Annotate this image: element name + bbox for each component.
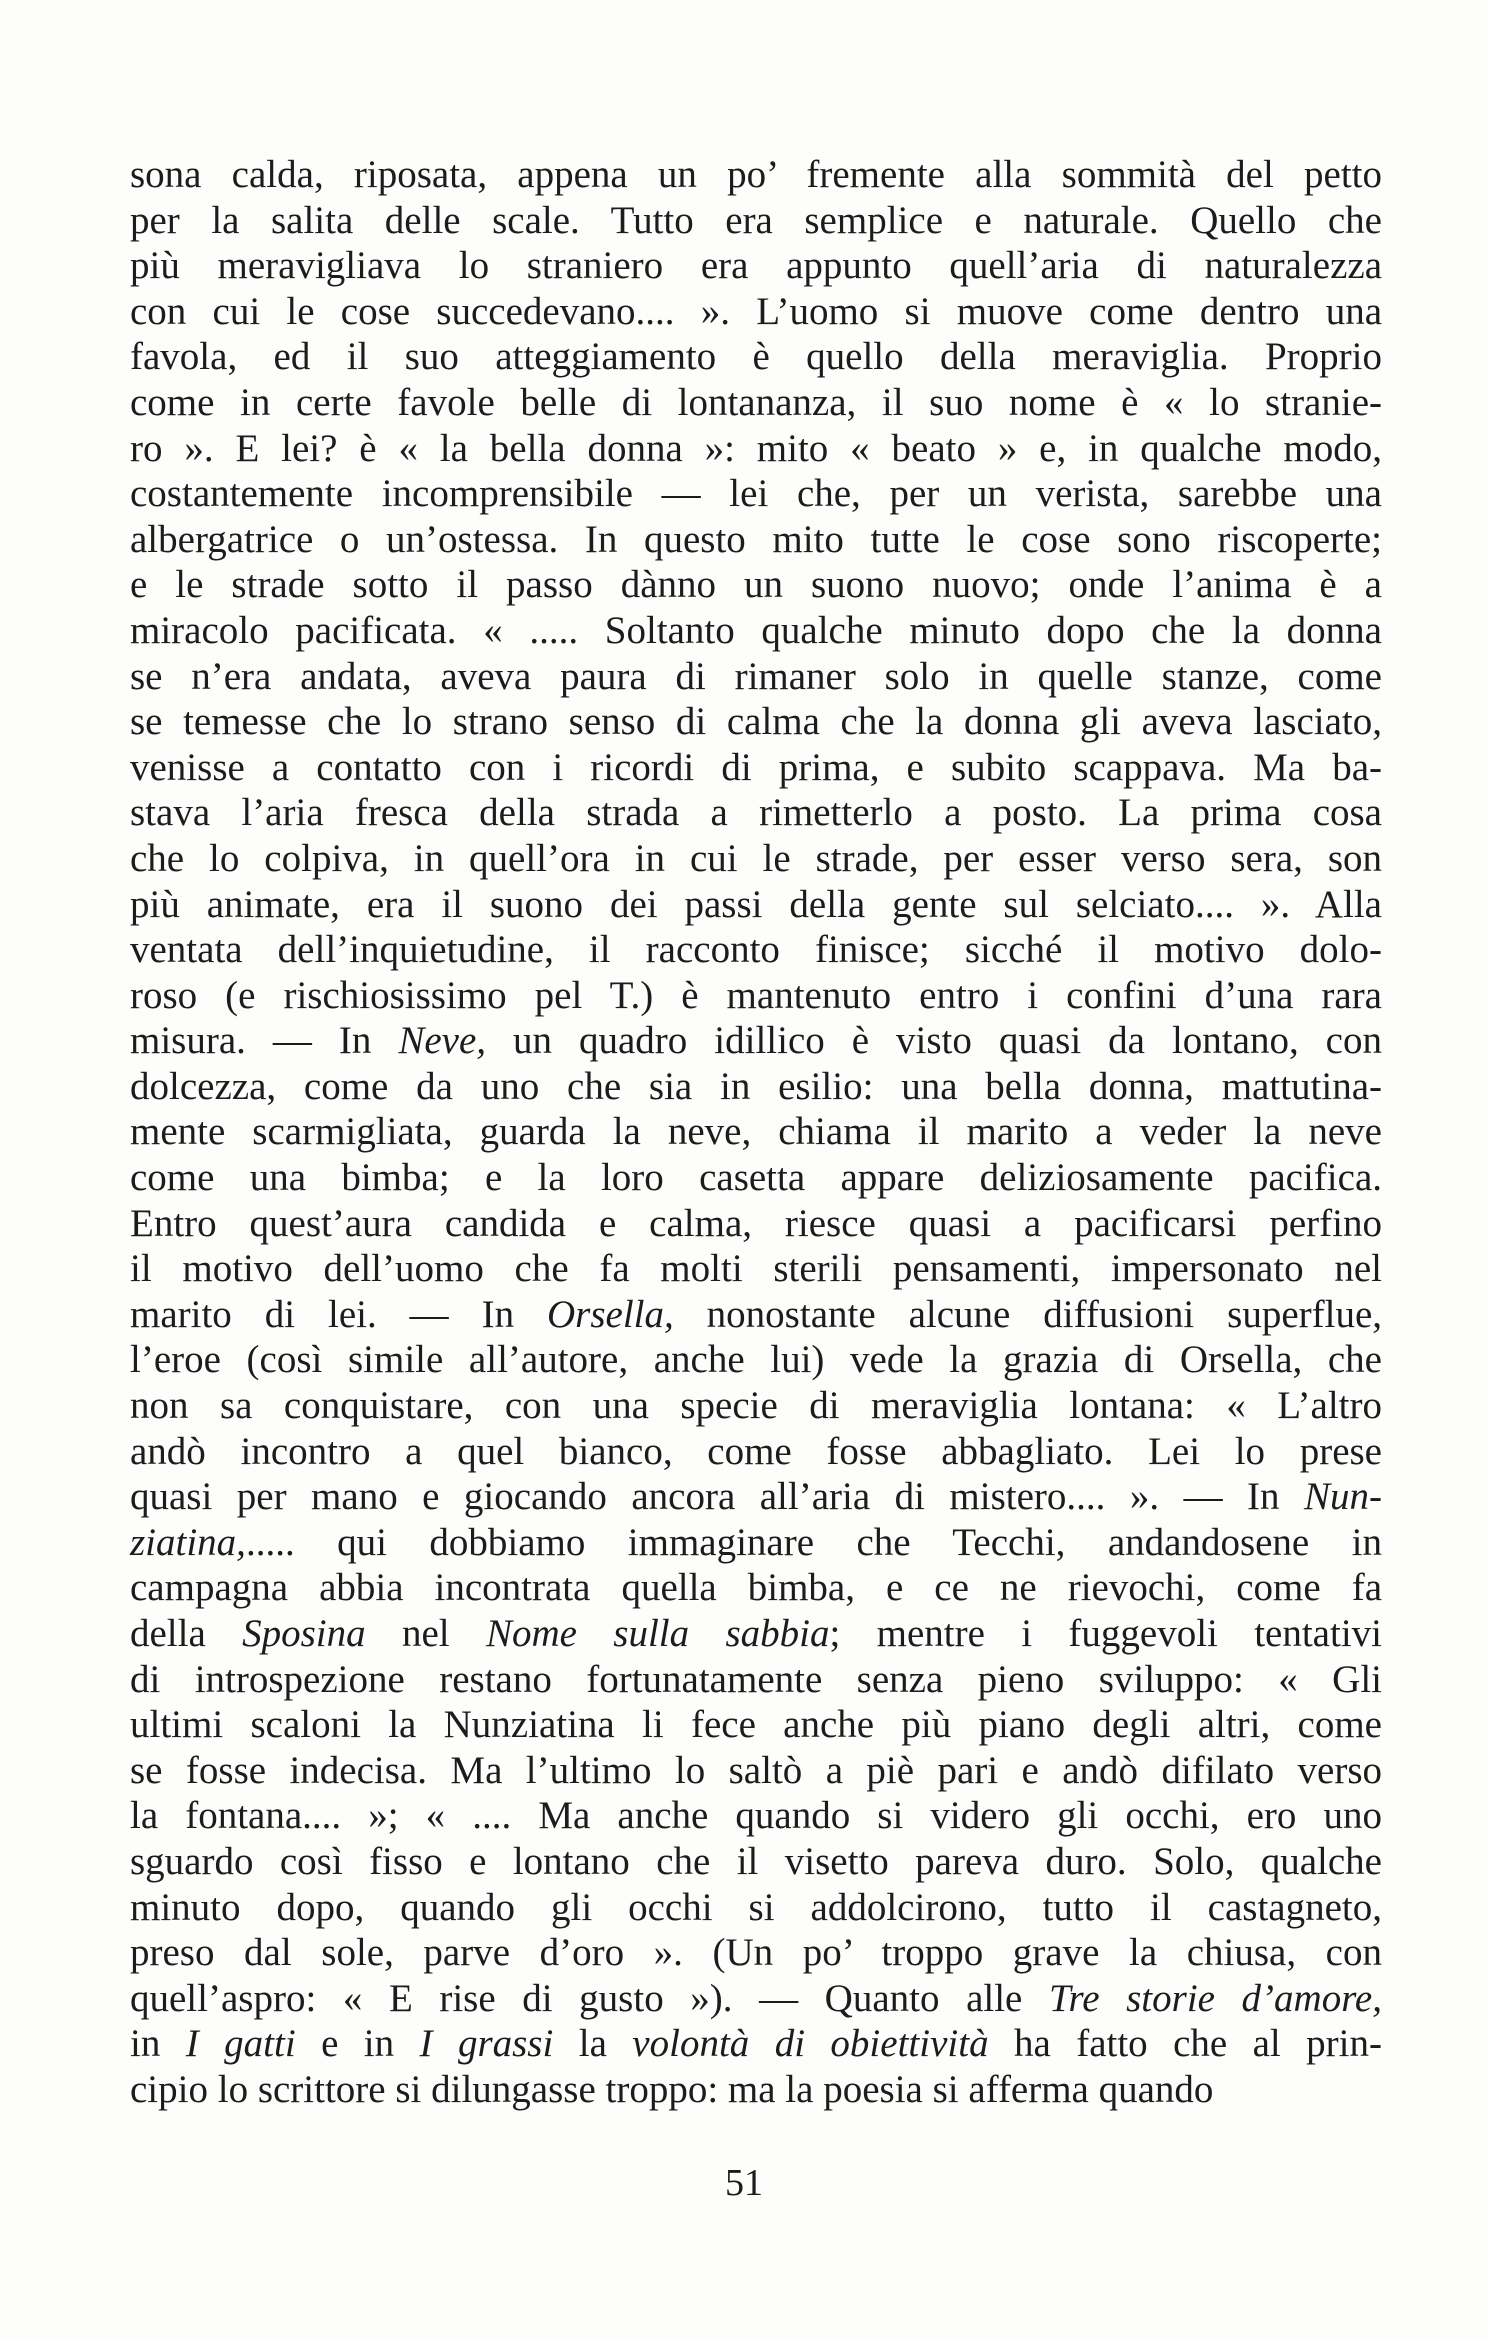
text-line: marito di lei. — In Orsella, nonostante alcune diffusioni superflue,	[130, 1292, 1383, 1336]
text-line: misura. — In Neve, un quadro idillico è visto quasi da lontano, con	[130, 1019, 1382, 1063]
text-line: campagna abbia incontrata quella bimba, e ce ne rievochi, come fa	[130, 1566, 1382, 1610]
text-line: andò incontro a quel bianco, come fosse abbagliato. Lei lo prese	[130, 1429, 1382, 1473]
text-line: per la salita delle scale. Tutto era semplice e naturale. Quello che	[130, 198, 1382, 242]
text-line: l’eroe (così simile all’autore, anche lui) vede la grazia di Orsella, che	[130, 1338, 1382, 1382]
text-line: sguardo così fisso e lontano che il visetto pareva duro. Solo, qualche	[130, 1839, 1382, 1883]
page-number: 51	[725, 2162, 763, 2204]
text-line: ro ». E lei? è « la bella donna »: mito « beato » e, in qualche modo,	[130, 426, 1382, 470]
italic-title: Nun-	[1304, 1475, 1382, 1519]
text-line: minuto dopo, quando gli occhi si addolcirono, tutto il castagneto,	[130, 1885, 1382, 1929]
text-line: ziatina,..... qui dobbiamo immaginare che Tecchi, andandosene in	[130, 1520, 1382, 1564]
italic-title: Neve,	[398, 1019, 487, 1063]
italic-title: volontà di obiettività	[632, 2022, 989, 2066]
italic-title: I grassi	[419, 2022, 554, 2066]
text-line: Entro quest’aura candida e calma, riesce quasi a pacificarsi perfino	[130, 1201, 1382, 1245]
text-line: mente scarmigliata, guarda la neve, chiama il marito a veder la neve	[130, 1110, 1382, 1154]
text-line: più meravigliava lo straniero era appunto quell’aria di naturalezza	[130, 244, 1382, 288]
text-line: roso (e rischiosissimo pel T.) è mantenuto entro i confini d’una rara	[130, 973, 1382, 1017]
italic-title: Sposina	[242, 1612, 366, 1655]
text-line: venisse a contatto con i ricordi di prima, e subito scappava. Ma ba-	[130, 745, 1382, 789]
text-line: non sa conquistare, con una specie di meraviglia lontana: « L’altro	[130, 1384, 1382, 1428]
text-line: miracolo pacificata. « ..... Soltanto qualche minuto dopo che la donna	[130, 608, 1382, 652]
text-line: ventata dell’inquietudine, il racconto finisce; sicché il motivo dolo-	[130, 928, 1382, 972]
text-line: se fosse indecisa. Ma l’ultimo lo saltò a piè pari e andò difilato verso	[130, 1748, 1382, 1792]
body-text	[130, 152, 1382, 2113]
text-line: costantemente incomprensibile — lei che, per un verista, sarebbe una	[130, 472, 1382, 516]
text-line: della Sposina nel Nome sulla sabbia; mentre i fuggevoli tentativi	[130, 1612, 1382, 1655]
italic-title: ziatina,	[130, 1520, 246, 1564]
text-line: sona calda, riposata, appena un po’ fremente alla sommità del petto	[130, 153, 1382, 196]
italic-title: Nome sulla sabbia	[485, 1612, 830, 1655]
text-line: con cui le cose succedevano.... ». L’uomo si muove come dentro una	[130, 289, 1382, 333]
text-line: in I gatti e in I grassi la volontà di obiettività ha fatto che al prin-	[130, 2022, 1382, 2066]
text-line: preso dal sole, parve d’oro ». (Un po’ troppo grave la chiusa, con	[130, 1931, 1382, 1975]
text-line: il motivo dell’uomo che fa molti sterili pensamenti, impersonato nel	[130, 1247, 1382, 1291]
text-line: e le strade sotto il passo dànno un suono nuovo; onde l’anima è a	[130, 563, 1382, 607]
text-line: di introspezione restano fortunatamente senza pieno sviluppo: « Gli	[130, 1657, 1382, 1701]
text-line: quasi per mano e giocando ancora all’aria di mistero.... ». — In Nun-	[130, 1475, 1382, 1519]
text-line: come in certe favole belle di lontananza, il suo nome è « lo stranie-	[130, 380, 1382, 424]
italic-title: Tre storie d’amore,	[1048, 1976, 1382, 2020]
text-line: se temesse che lo strano senso di calma che la donna gli aveva lasciato,	[130, 700, 1382, 744]
text-line: che lo colpiva, in quell’ora in cui le strade, per esser verso sera, son	[130, 836, 1382, 880]
text-line: se n’era andata, aveva paura di rimaner solo in quelle stanze, come	[130, 654, 1382, 698]
italic-title: Orsella,	[547, 1292, 674, 1336]
text-line: favola, ed il suo atteggiamento è quello della meraviglia. Proprio	[130, 335, 1382, 379]
text-line: cipio lo scrittore si dilungasse troppo: ma la poesia si afferma quando	[130, 2067, 1214, 2111]
text-line: la fontana.... »; « .... Ma anche quando si videro gli occhi, ero uno	[130, 1794, 1382, 1838]
text-line: dolcezza, come da uno che sia in esilio: una bella donna, mattutina-	[130, 1064, 1382, 1108]
text-line: ultimi scaloni la Nunziatina li fece anche più piano degli altri, come	[130, 1703, 1382, 1747]
text-line: quell’aspro: « E rise di gusto »). — Quanto alle Tre storie d’amore,	[130, 1976, 1382, 2020]
italic-title: I gatti	[185, 2022, 296, 2066]
text-line: come una bimba; e la loro casetta appare deliziosamente pacifica.	[130, 1156, 1382, 1200]
text-line: più animate, era il suono dei passi della gente sul selciato.... ». Alla	[130, 882, 1382, 926]
text-line: stava l’aria fresca della strada a rimetterlo a posto. La prima cosa	[130, 791, 1382, 835]
text-line: albergatrice o un’ostessa. In questo mito tutte le cose sono riscoperte;	[130, 517, 1382, 561]
